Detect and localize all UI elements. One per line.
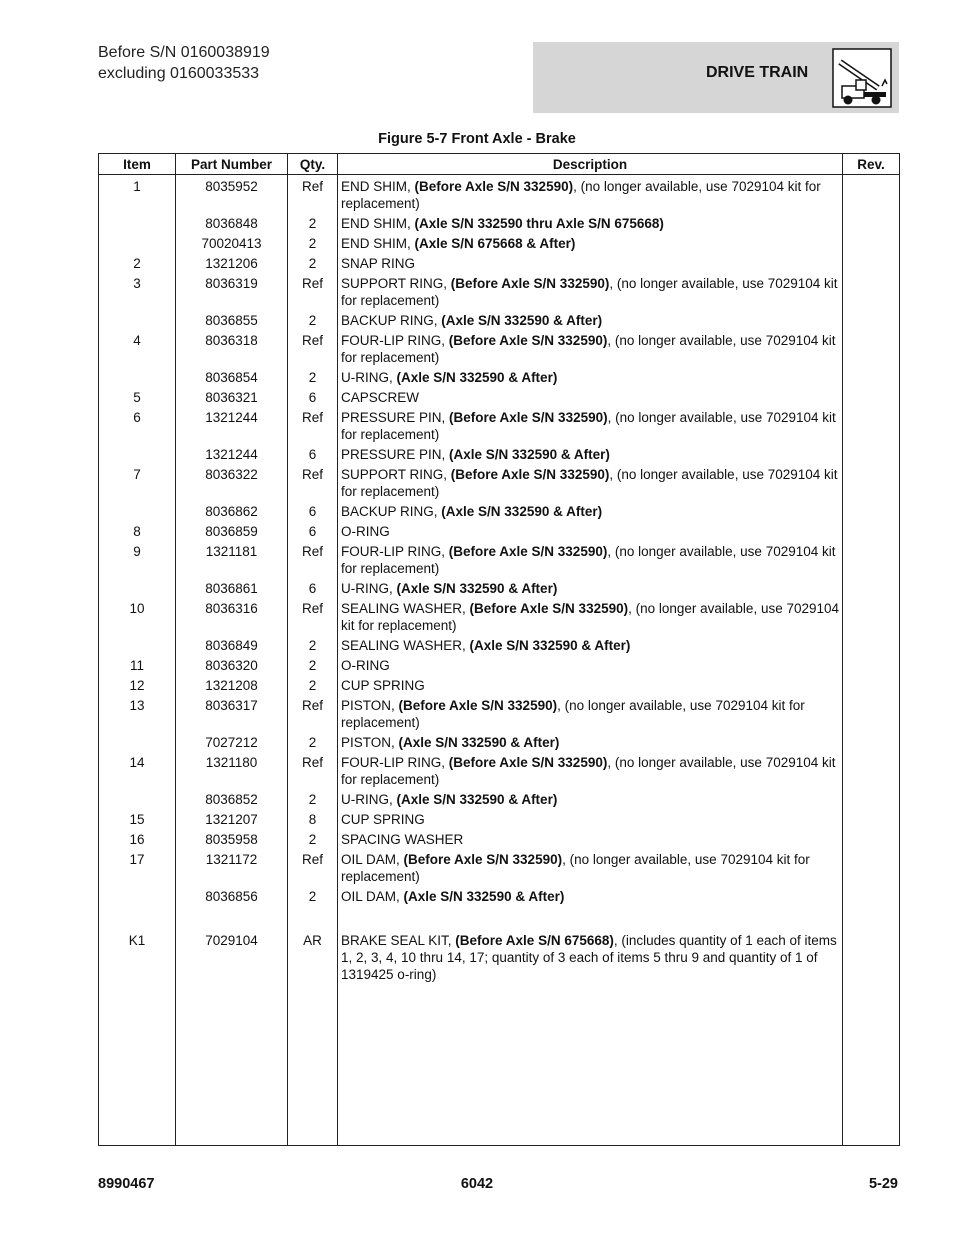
table-row — [99, 830, 900, 850]
description-note: , (no longer available, use 7029104 kit for replacement) — [341, 333, 836, 365]
description-name: SUPPORT RING, — [341, 276, 451, 291]
rev-cell — [843, 175, 900, 214]
part-number-cell: 8036848 — [176, 214, 288, 234]
description-cell — [338, 254, 843, 274]
description-cell — [338, 696, 843, 733]
item-cell: 5 — [99, 388, 176, 408]
table-header-row — [99, 154, 900, 175]
qty-cell: Ref — [288, 274, 338, 311]
part-number-cell: 70020413 — [176, 234, 288, 254]
rev-cell — [843, 331, 900, 368]
table-row — [99, 790, 900, 810]
description-serial: (Before Axle S/N 332590) — [450, 276, 610, 291]
description-cell — [338, 931, 843, 985]
qty-cell: 6 — [288, 388, 338, 408]
part-number-cell: 8036852 — [176, 790, 288, 810]
column-header-description: Description — [338, 154, 843, 175]
rev-cell — [843, 733, 900, 753]
description-cell — [338, 331, 843, 368]
part-number-cell: 1321207 — [176, 810, 288, 830]
description-name: END SHIM, — [341, 216, 415, 231]
part-number-cell: 1321244 — [176, 445, 288, 465]
rev-cell — [843, 636, 900, 656]
table-row — [99, 234, 900, 254]
description-name: END SHIM, — [341, 236, 415, 251]
description-cell — [338, 445, 843, 465]
part-number-cell: 8036856 — [176, 887, 288, 907]
part-number-cell: 8036849 — [176, 636, 288, 656]
qty-cell: 2 — [288, 254, 338, 274]
rev-cell — [843, 810, 900, 830]
qty-cell: 2 — [288, 676, 338, 696]
qty-cell: Ref — [288, 465, 338, 502]
item-cell — [99, 887, 176, 907]
part-number-cell: 8036318 — [176, 331, 288, 368]
qty-cell: 6 — [288, 445, 338, 465]
table-row — [99, 445, 900, 465]
rev-cell — [843, 850, 900, 887]
description-note: , (no longer available, use 7029104 kit for replacement) — [341, 276, 838, 308]
part-number-cell: 8036322 — [176, 465, 288, 502]
qty-cell: AR — [288, 931, 338, 985]
qty-cell: Ref — [288, 696, 338, 733]
description-serial: (Axle S/N 332590 & After) — [469, 638, 631, 653]
description-cell — [338, 542, 843, 579]
part-number-cell: 7027212 — [176, 733, 288, 753]
description-cell — [338, 502, 843, 522]
footer-model-number: 6042 — [460, 1176, 494, 1192]
description-name: PISTON, — [341, 698, 399, 713]
table-row — [99, 887, 900, 907]
description-name: SEALING WASHER, — [341, 601, 470, 616]
description-name: FOUR-LIP RING, — [341, 333, 449, 348]
table-row — [99, 579, 900, 599]
description-serial: (Axle S/N 332590 & After) — [396, 581, 558, 596]
qty-cell: Ref — [288, 175, 338, 214]
part-number-cell: 1321172 — [176, 850, 288, 887]
qty-cell: 2 — [288, 311, 338, 331]
qty-cell: Ref — [288, 599, 338, 636]
description-note: , (no longer available, use 7029104 kit for replacement) — [341, 755, 836, 787]
qty-cell: 2 — [288, 234, 338, 254]
table-row — [99, 175, 900, 214]
qty-cell: 2 — [288, 636, 338, 656]
description-serial: (Axle S/N 332590 & After) — [441, 504, 603, 519]
table-row — [99, 214, 900, 234]
table-row — [99, 656, 900, 676]
footer-page-number: 5-29 — [868, 1176, 898, 1192]
part-number-cell: 8036317 — [176, 696, 288, 733]
description-serial: (Axle S/N 332590 & After) — [396, 792, 558, 807]
item-cell: 9 — [99, 542, 176, 579]
item-cell: K1 — [99, 931, 176, 985]
qty-cell: 2 — [288, 214, 338, 234]
section-title: DRIVE TRAIN — [706, 64, 809, 81]
item-cell: 7 — [99, 465, 176, 502]
description-serial: (Axle S/N 675668 & After) — [414, 236, 576, 251]
item-cell: 11 — [99, 656, 176, 676]
rev-cell — [843, 502, 900, 522]
table-spacer-row — [99, 907, 900, 931]
table-row — [99, 676, 900, 696]
description-cell — [338, 676, 843, 696]
description-serial: (Before Axle S/N 332590) — [450, 467, 610, 482]
qty-cell: 6 — [288, 502, 338, 522]
description-name: U-RING, — [341, 370, 397, 385]
column-header-item: Item — [99, 154, 176, 175]
description-name: OIL DAM, — [341, 889, 404, 904]
table-row — [99, 733, 900, 753]
description-cell — [338, 887, 843, 907]
description-cell — [338, 733, 843, 753]
description-serial: (Before Axle S/N 332590) — [469, 601, 629, 616]
item-cell — [99, 502, 176, 522]
table-row — [99, 502, 900, 522]
description-name: O-RING — [341, 658, 390, 673]
description-cell — [338, 175, 843, 214]
item-cell — [99, 368, 176, 388]
item-cell: 16 — [99, 830, 176, 850]
qty-cell: Ref — [288, 331, 338, 368]
description-cell — [338, 465, 843, 502]
table-row — [99, 368, 900, 388]
description-serial: (Before Axle S/N 332590) — [448, 544, 608, 559]
description-name: OIL DAM, — [341, 852, 404, 867]
rev-cell — [843, 790, 900, 810]
item-cell — [99, 636, 176, 656]
qty-cell: 2 — [288, 656, 338, 676]
part-number-cell: 8036855 — [176, 311, 288, 331]
description-name: BACKUP RING, — [341, 313, 442, 328]
rev-cell — [843, 656, 900, 676]
column-header-part-number: Part Number — [176, 154, 288, 175]
table-row — [99, 331, 900, 368]
table-row — [99, 542, 900, 579]
part-number-cell: 7029104 — [176, 931, 288, 985]
description-cell — [338, 636, 843, 656]
description-note: , (no longer available, use 7029104 kit for replacement) — [341, 179, 821, 211]
description-cell — [338, 830, 843, 850]
qty-cell: 6 — [288, 522, 338, 542]
part-number-cell: 1321206 — [176, 254, 288, 274]
item-cell: 3 — [99, 274, 176, 311]
figure-title: Figure 5-7 Front Axle - Brake — [378, 131, 576, 147]
table-row — [99, 274, 900, 311]
rev-cell — [843, 753, 900, 790]
description-serial: (Before Axle S/N 332590) — [448, 755, 608, 770]
rev-cell — [843, 274, 900, 311]
description-serial: (Axle S/N 332590 & After) — [441, 313, 603, 328]
item-cell: 15 — [99, 810, 176, 830]
part-number-cell: 1321208 — [176, 676, 288, 696]
description-serial: (Axle S/N 332590 thru Axle S/N 675668) — [414, 216, 664, 231]
serial-number-note — [98, 42, 270, 84]
part-number-cell: 8036319 — [176, 274, 288, 311]
part-number-cell: 1321181 — [176, 542, 288, 579]
part-number-cell: 8036862 — [176, 502, 288, 522]
rev-cell — [843, 254, 900, 274]
description-serial: (Axle S/N 332590 & After) — [403, 889, 565, 904]
description-cell — [338, 522, 843, 542]
description-name: O-RING — [341, 524, 390, 539]
rev-cell — [843, 542, 900, 579]
description-cell — [338, 599, 843, 636]
item-cell: 12 — [99, 676, 176, 696]
description-note: , (no longer available, use 7029104 kit for replacement) — [341, 852, 810, 884]
description-name: SPACING WASHER — [341, 832, 464, 847]
item-cell: 17 — [99, 850, 176, 887]
description-serial: (Before Axle S/N 332590) — [398, 698, 558, 713]
serial-line-1: Before S/N 0160038919 — [98, 44, 270, 61]
part-number-cell: 8036320 — [176, 656, 288, 676]
description-name: CAPSCREW — [341, 390, 420, 405]
table-row — [99, 810, 900, 830]
table-row — [99, 636, 900, 656]
item-cell: 1 — [99, 175, 176, 214]
qty-cell: Ref — [288, 850, 338, 887]
rev-cell — [843, 234, 900, 254]
description-name: SEALING WASHER, — [341, 638, 470, 653]
table-row — [99, 599, 900, 636]
description-cell — [338, 790, 843, 810]
rev-cell — [843, 368, 900, 388]
description-name: U-RING, — [341, 792, 397, 807]
description-name: CUP SPRING — [341, 812, 425, 827]
item-cell — [99, 214, 176, 234]
column-header-qty: Qty. — [288, 154, 338, 175]
rev-cell — [843, 599, 900, 636]
part-number-cell: 8036854 — [176, 368, 288, 388]
telehandler-boom-icon — [832, 48, 892, 108]
rev-cell — [843, 388, 900, 408]
table-row — [99, 522, 900, 542]
description-name: BACKUP RING, — [341, 504, 442, 519]
description-cell — [338, 579, 843, 599]
description-serial: (Axle S/N 332590 & After) — [396, 370, 558, 385]
description-name: PISTON, — [341, 735, 399, 750]
description-name: SUPPORT RING, — [341, 467, 451, 482]
part-number-cell: 1321180 — [176, 753, 288, 790]
qty-cell: 2 — [288, 887, 338, 907]
description-cell — [338, 234, 843, 254]
part-number-cell: 8036316 — [176, 599, 288, 636]
table-row-kit — [99, 931, 900, 985]
item-cell: 8 — [99, 522, 176, 542]
qty-cell: Ref — [288, 542, 338, 579]
description-cell — [338, 408, 843, 445]
description-name: FOUR-LIP RING, — [341, 755, 449, 770]
description-cell — [338, 274, 843, 311]
serial-line-2: excluding 0160033533 — [98, 65, 260, 82]
qty-cell: Ref — [288, 753, 338, 790]
description-serial: (Axle S/N 332590 & After) — [398, 735, 560, 750]
description-name: PRESSURE PIN, — [341, 447, 450, 462]
qty-cell: 2 — [288, 733, 338, 753]
description-name: FOUR-LIP RING, — [341, 544, 449, 559]
table-filler-row — [99, 985, 900, 1146]
part-number-cell: 8035958 — [176, 830, 288, 850]
qty-cell: 8 — [288, 810, 338, 830]
rev-cell — [843, 465, 900, 502]
item-cell: 10 — [99, 599, 176, 636]
description-serial: (Before Axle S/N 675668) — [455, 933, 614, 948]
description-note: , (no longer available, use 7029104 kit for replacement) — [341, 410, 836, 442]
table-row — [99, 254, 900, 274]
rev-cell — [843, 931, 900, 985]
part-number-cell: 8036859 — [176, 522, 288, 542]
part-number-cell: 1321244 — [176, 408, 288, 445]
rev-cell — [843, 579, 900, 599]
rev-cell — [843, 311, 900, 331]
description-cell — [338, 214, 843, 234]
column-header-rev: Rev. — [843, 154, 900, 175]
table-row — [99, 696, 900, 733]
description-note: , (no longer available, use 7029104 kit for replacement) — [341, 601, 840, 633]
description-cell — [338, 656, 843, 676]
table-row — [99, 388, 900, 408]
footer-document-number: 8990467 — [98, 1176, 155, 1192]
table-row — [99, 465, 900, 502]
description-serial: (Before Axle S/N 332590) — [403, 852, 563, 867]
description-cell — [338, 753, 843, 790]
table-row — [99, 850, 900, 887]
item-cell: 14 — [99, 753, 176, 790]
parts-table — [98, 153, 900, 1146]
description-cell — [338, 311, 843, 331]
qty-cell: 2 — [288, 790, 338, 810]
item-cell: 2 — [99, 254, 176, 274]
table-row — [99, 408, 900, 445]
description-name: CUP SPRING — [341, 678, 425, 693]
rev-cell — [843, 445, 900, 465]
description-name: BRAKE SEAL KIT, — [341, 933, 456, 948]
description-cell — [338, 850, 843, 887]
description-serial: (Axle S/N 332590 & After) — [449, 447, 610, 462]
description-cell — [338, 368, 843, 388]
item-cell: 4 — [99, 331, 176, 368]
qty-cell: 6 — [288, 579, 338, 599]
table-row — [99, 753, 900, 790]
description-cell — [338, 810, 843, 830]
part-number-cell: 8035952 — [176, 175, 288, 214]
rev-cell — [843, 214, 900, 234]
table-row — [99, 311, 900, 331]
description-note: , (includes quantity of 1 each of items 1, 2, 3, 4, 10 thru 14, 17; quantity of 3 each of items 5 thru 9 and quantity of 1 of 1319425 o-ring) — [341, 933, 837, 982]
item-cell — [99, 445, 176, 465]
rev-cell — [843, 676, 900, 696]
qty-cell: 2 — [288, 368, 338, 388]
item-cell: 13 — [99, 696, 176, 733]
description-name: PRESSURE PIN, — [341, 410, 450, 425]
rev-cell — [843, 830, 900, 850]
rev-cell — [843, 696, 900, 733]
description-name: SNAP RING — [341, 256, 416, 271]
description-name: U-RING, — [341, 581, 397, 596]
item-cell: 6 — [99, 408, 176, 445]
item-cell — [99, 733, 176, 753]
description-serial: (Before Axle S/N 332590) — [449, 410, 608, 425]
item-cell — [99, 790, 176, 810]
rev-cell — [843, 522, 900, 542]
part-number-cell: 8036861 — [176, 579, 288, 599]
rev-cell — [843, 887, 900, 907]
description-note: , (no longer available, use 7029104 kit for replacement) — [341, 698, 805, 730]
description-serial: (Before Axle S/N 332590) — [414, 179, 574, 194]
item-cell — [99, 579, 176, 599]
qty-cell: 2 — [288, 830, 338, 850]
description-name: END SHIM, — [341, 179, 415, 194]
item-cell — [99, 234, 176, 254]
part-number-cell: 8036321 — [176, 388, 288, 408]
description-serial: (Before Axle S/N 332590) — [448, 333, 608, 348]
rev-cell — [843, 408, 900, 445]
description-note: , (no longer available, use 7029104 kit for replacement) — [341, 544, 836, 576]
description-cell — [338, 388, 843, 408]
description-note: , (no longer available, use 7029104 kit for replacement) — [341, 467, 838, 499]
item-cell — [99, 311, 176, 331]
qty-cell: Ref — [288, 408, 338, 445]
